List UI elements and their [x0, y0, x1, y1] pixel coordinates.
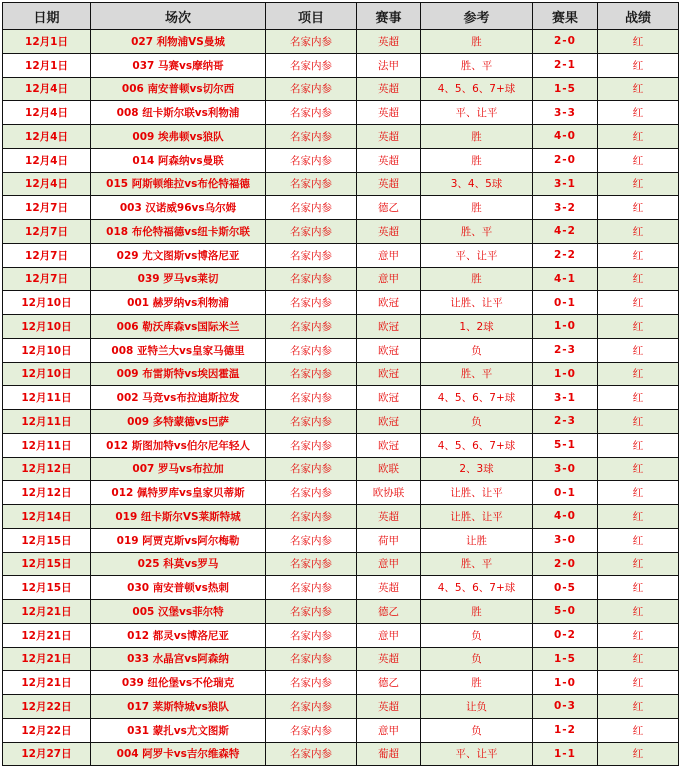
record-cell: 红 [598, 528, 679, 552]
project-cell: 名家内参 [266, 600, 357, 624]
date-cell: 12月15日 [3, 552, 91, 576]
record-cell: 红 [598, 671, 679, 695]
date-cell: 12月7日 [3, 220, 91, 244]
match-cell: 039 纽伦堡vs不伦瑞克 [91, 671, 266, 695]
project-cell: 名家内参 [266, 528, 357, 552]
league-cell: 法甲 [357, 53, 421, 77]
match-cell: 014 阿森纳vs曼联 [91, 148, 266, 172]
league-cell: 欧冠 [357, 315, 421, 339]
date-cell: 12月4日 [3, 172, 91, 196]
table-row [3, 148, 679, 172]
reference-cell: 4、5、6、7+球 [421, 386, 533, 410]
record-cell: 红 [598, 718, 679, 742]
league-cell: 意甲 [357, 718, 421, 742]
table-row [3, 315, 679, 339]
league-cell: 英超 [357, 220, 421, 244]
table-row [3, 77, 679, 101]
project-cell: 名家内参 [266, 481, 357, 505]
reference-cell: 胜、平 [421, 552, 533, 576]
table-row [3, 338, 679, 362]
project-cell: 名家内参 [266, 623, 357, 647]
record-cell: 红 [598, 600, 679, 624]
reference-cell: 让胜、让平 [421, 291, 533, 315]
date-cell: 12月27日 [3, 742, 91, 766]
table-row [3, 505, 679, 529]
record-cell: 红 [598, 267, 679, 291]
match-cell: 009 埃弗顿vs狼队 [91, 125, 266, 149]
date-cell: 12月15日 [3, 576, 91, 600]
table-row [3, 220, 679, 244]
date-cell: 12月4日 [3, 101, 91, 125]
record-cell: 红 [598, 338, 679, 362]
date-cell: 12月11日 [3, 433, 91, 457]
date-cell: 12月7日 [3, 196, 91, 220]
league-cell: 意甲 [357, 267, 421, 291]
match-cell: 008 亚特兰大vs皇家马德里 [91, 338, 266, 362]
results-table [2, 2, 679, 766]
date-cell: 12月12日 [3, 457, 91, 481]
match-cell: 031 蒙扎vs尤文图斯 [91, 718, 266, 742]
record-cell: 红 [598, 433, 679, 457]
result-cell: 2-0 [533, 552, 598, 576]
league-cell: 德乙 [357, 600, 421, 624]
date-cell: 12月21日 [3, 623, 91, 647]
project-cell: 名家内参 [266, 53, 357, 77]
project-cell: 名家内参 [266, 433, 357, 457]
project-cell: 名家内参 [266, 718, 357, 742]
reference-cell: 平、让平 [421, 742, 533, 766]
record-cell: 红 [598, 457, 679, 481]
table-row [3, 457, 679, 481]
project-cell: 名家内参 [266, 338, 357, 362]
record-cell: 红 [598, 172, 679, 196]
reference-cell: 胜、平 [421, 220, 533, 244]
match-cell: 003 汉诺威96vs乌尔姆 [91, 196, 266, 220]
project-cell: 名家内参 [266, 742, 357, 766]
table-row [3, 125, 679, 149]
header-row [3, 3, 679, 30]
result-cell: 3-1 [533, 172, 598, 196]
match-cell: 005 汉堡vs菲尔特 [91, 600, 266, 624]
project-cell: 名家内参 [266, 647, 357, 671]
result-cell: 2-3 [533, 338, 598, 362]
table-row [3, 243, 679, 267]
date-cell: 12月1日 [3, 53, 91, 77]
league-cell: 荷甲 [357, 528, 421, 552]
result-cell: 0-1 [533, 291, 598, 315]
project-cell: 名家内参 [266, 220, 357, 244]
record-cell: 红 [598, 552, 679, 576]
reference-cell: 负 [421, 338, 533, 362]
project-cell: 名家内参 [266, 386, 357, 410]
date-cell: 12月22日 [3, 695, 91, 719]
record-cell: 红 [598, 576, 679, 600]
date-cell: 12月7日 [3, 267, 91, 291]
date-cell: 12月21日 [3, 671, 91, 695]
date-cell: 12月10日 [3, 291, 91, 315]
date-cell: 12月4日 [3, 148, 91, 172]
table-row [3, 410, 679, 434]
reference-cell: 胜、平 [421, 362, 533, 386]
match-cell: 033 水晶宫vs阿森纳 [91, 647, 266, 671]
reference-cell: 负 [421, 623, 533, 647]
league-cell: 英超 [357, 30, 421, 54]
reference-cell: 胜 [421, 148, 533, 172]
result-cell: 2-0 [533, 30, 598, 54]
match-cell: 017 莱斯特城vs狼队 [91, 695, 266, 719]
match-cell: 039 罗马vs莱切 [91, 267, 266, 291]
record-cell: 红 [598, 291, 679, 315]
header-reference: 参考 [421, 3, 533, 30]
result-cell: 2-3 [533, 410, 598, 434]
date-cell: 12月12日 [3, 481, 91, 505]
league-cell: 葡超 [357, 742, 421, 766]
project-cell: 名家内参 [266, 196, 357, 220]
league-cell: 欧冠 [357, 386, 421, 410]
result-cell: 0-3 [533, 695, 598, 719]
reference-cell: 3、4、5球 [421, 172, 533, 196]
result-cell: 3-1 [533, 386, 598, 410]
project-cell: 名家内参 [266, 172, 357, 196]
result-cell: 2-2 [533, 243, 598, 267]
reference-cell: 让胜 [421, 528, 533, 552]
result-cell: 5-0 [533, 600, 598, 624]
result-cell: 1-2 [533, 718, 598, 742]
result-cell: 2-1 [533, 53, 598, 77]
match-cell: 018 布伦特福德vs纽卡斯尔联 [91, 220, 266, 244]
date-cell: 12月10日 [3, 338, 91, 362]
table-row [3, 695, 679, 719]
project-cell: 名家内参 [266, 77, 357, 101]
table-row [3, 433, 679, 457]
project-cell: 名家内参 [266, 291, 357, 315]
league-cell: 英超 [357, 576, 421, 600]
reference-cell: 让胜、让平 [421, 481, 533, 505]
record-cell: 红 [598, 196, 679, 220]
table-row [3, 291, 679, 315]
table-row [3, 623, 679, 647]
match-cell: 009 多特蒙德vs巴萨 [91, 410, 266, 434]
match-cell: 019 纽卡斯尔VS莱斯特城 [91, 505, 266, 529]
record-cell: 红 [598, 362, 679, 386]
result-cell: 4-2 [533, 220, 598, 244]
result-cell: 4-1 [533, 267, 598, 291]
header-project: 项目 [266, 3, 357, 30]
table-row [3, 481, 679, 505]
match-cell: 025 科莫vs罗马 [91, 552, 266, 576]
reference-cell: 平、让平 [421, 243, 533, 267]
league-cell: 欧冠 [357, 362, 421, 386]
project-cell: 名家内参 [266, 457, 357, 481]
match-cell: 012 佩特罗库vs皇家贝蒂斯 [91, 481, 266, 505]
date-cell: 12月22日 [3, 718, 91, 742]
result-cell: 1-0 [533, 362, 598, 386]
reference-cell: 4、5、6、7+球 [421, 433, 533, 457]
header-result: 赛果 [533, 3, 598, 30]
table-row [3, 196, 679, 220]
reference-cell: 胜 [421, 125, 533, 149]
table-row [3, 267, 679, 291]
match-cell: 027 利物浦VS曼城 [91, 30, 266, 54]
record-cell: 红 [598, 125, 679, 149]
match-cell: 012 斯图加特vs伯尔尼年轻人 [91, 433, 266, 457]
record-cell: 红 [598, 695, 679, 719]
project-cell: 名家内参 [266, 671, 357, 695]
result-cell: 4-0 [533, 505, 598, 529]
result-cell: 3-3 [533, 101, 598, 125]
date-cell: 12月10日 [3, 362, 91, 386]
reference-cell: 1、2球 [421, 315, 533, 339]
result-cell: 1-5 [533, 647, 598, 671]
project-cell: 名家内参 [266, 410, 357, 434]
record-cell: 红 [598, 481, 679, 505]
reference-cell: 胜 [421, 267, 533, 291]
league-cell: 英超 [357, 148, 421, 172]
table-row [3, 718, 679, 742]
date-cell: 12月21日 [3, 647, 91, 671]
record-cell: 红 [598, 220, 679, 244]
record-cell: 红 [598, 148, 679, 172]
record-cell: 红 [598, 505, 679, 529]
result-cell: 0-5 [533, 576, 598, 600]
date-cell: 12月11日 [3, 410, 91, 434]
date-cell: 12月4日 [3, 125, 91, 149]
date-cell: 12月14日 [3, 505, 91, 529]
league-cell: 欧协联 [357, 481, 421, 505]
date-cell: 12月1日 [3, 30, 91, 54]
table-row [3, 172, 679, 196]
table-row [3, 386, 679, 410]
league-cell: 意甲 [357, 552, 421, 576]
date-cell: 12月7日 [3, 243, 91, 267]
table-row [3, 552, 679, 576]
result-cell: 0-2 [533, 623, 598, 647]
table-row [3, 742, 679, 766]
project-cell: 名家内参 [266, 30, 357, 54]
record-cell: 红 [598, 623, 679, 647]
reference-cell: 胜 [421, 196, 533, 220]
reference-cell: 让负 [421, 695, 533, 719]
result-cell: 1-5 [533, 77, 598, 101]
reference-cell: 负 [421, 718, 533, 742]
league-cell: 欧冠 [357, 291, 421, 315]
table-row [3, 101, 679, 125]
project-cell: 名家内参 [266, 148, 357, 172]
reference-cell: 平、让平 [421, 101, 533, 125]
date-cell: 12月10日 [3, 315, 91, 339]
league-cell: 英超 [357, 77, 421, 101]
result-cell: 3-0 [533, 528, 598, 552]
league-cell: 德乙 [357, 196, 421, 220]
league-cell: 欧冠 [357, 433, 421, 457]
table-row [3, 647, 679, 671]
match-cell: 007 罗马vs布拉加 [91, 457, 266, 481]
result-cell: 1-1 [533, 742, 598, 766]
date-cell: 12月11日 [3, 386, 91, 410]
league-cell: 英超 [357, 695, 421, 719]
result-cell: 3-2 [533, 196, 598, 220]
reference-cell: 胜 [421, 671, 533, 695]
reference-cell: 胜 [421, 30, 533, 54]
project-cell: 名家内参 [266, 576, 357, 600]
project-cell: 名家内参 [266, 101, 357, 125]
project-cell: 名家内参 [266, 552, 357, 576]
match-cell: 009 布雷斯特vs埃因霍温 [91, 362, 266, 386]
header-record: 战绩 [598, 3, 679, 30]
league-cell: 欧联 [357, 457, 421, 481]
result-cell: 3-0 [533, 457, 598, 481]
reference-cell: 负 [421, 410, 533, 434]
match-cell: 006 勒沃库森vs国际米兰 [91, 315, 266, 339]
table-row [3, 600, 679, 624]
project-cell: 名家内参 [266, 505, 357, 529]
match-cell: 019 阿贾克斯vs阿尔梅勒 [91, 528, 266, 552]
league-cell: 欧冠 [357, 410, 421, 434]
project-cell: 名家内参 [266, 362, 357, 386]
result-cell: 1-0 [533, 315, 598, 339]
reference-cell: 胜 [421, 600, 533, 624]
league-cell: 英超 [357, 101, 421, 125]
project-cell: 名家内参 [266, 267, 357, 291]
record-cell: 红 [598, 647, 679, 671]
table-row [3, 576, 679, 600]
result-cell: 4-0 [533, 125, 598, 149]
project-cell: 名家内参 [266, 315, 357, 339]
date-cell: 12月4日 [3, 77, 91, 101]
reference-cell: 4、5、6、7+球 [421, 576, 533, 600]
project-cell: 名家内参 [266, 243, 357, 267]
record-cell: 红 [598, 77, 679, 101]
date-cell: 12月21日 [3, 600, 91, 624]
match-cell: 001 赫罗纳vs利物浦 [91, 291, 266, 315]
record-cell: 红 [598, 386, 679, 410]
table-row [3, 30, 679, 54]
match-cell: 012 都灵vs博洛尼亚 [91, 623, 266, 647]
record-cell: 红 [598, 742, 679, 766]
table-row [3, 671, 679, 695]
project-cell: 名家内参 [266, 695, 357, 719]
match-cell: 004 阿罗卡vs吉尔维森特 [91, 742, 266, 766]
result-cell: 0-1 [533, 481, 598, 505]
match-cell: 015 阿斯顿维拉vs布伦特福德 [91, 172, 266, 196]
record-cell: 红 [598, 53, 679, 77]
league-cell: 意甲 [357, 243, 421, 267]
record-cell: 红 [598, 315, 679, 339]
table-row [3, 362, 679, 386]
header-date: 日期 [3, 3, 91, 30]
record-cell: 红 [598, 410, 679, 434]
result-cell: 5-1 [533, 433, 598, 457]
match-cell: 029 尤文图斯vs博洛尼亚 [91, 243, 266, 267]
result-cell: 1-0 [533, 671, 598, 695]
table-row [3, 528, 679, 552]
reference-cell: 让胜、让平 [421, 505, 533, 529]
league-cell: 意甲 [357, 623, 421, 647]
record-cell: 红 [598, 243, 679, 267]
header-league: 赛事 [357, 3, 421, 30]
record-cell: 红 [598, 30, 679, 54]
match-cell: 030 南安普顿vs热刺 [91, 576, 266, 600]
match-cell: 006 南安普顿vs切尔西 [91, 77, 266, 101]
reference-cell: 4、5、6、7+球 [421, 77, 533, 101]
reference-cell: 胜、平 [421, 53, 533, 77]
date-cell: 12月15日 [3, 528, 91, 552]
match-cell: 002 马竞vs布拉迪斯拉发 [91, 386, 266, 410]
match-cell: 037 马赛vs摩纳哥 [91, 53, 266, 77]
reference-cell: 负 [421, 647, 533, 671]
match-cell: 008 纽卡斯尔联vs利物浦 [91, 101, 266, 125]
result-cell: 2-0 [533, 148, 598, 172]
league-cell: 欧冠 [357, 338, 421, 362]
league-cell: 英超 [357, 505, 421, 529]
header-match: 场次 [91, 3, 266, 30]
record-cell: 红 [598, 101, 679, 125]
league-cell: 英超 [357, 125, 421, 149]
league-cell: 英超 [357, 172, 421, 196]
league-cell: 德乙 [357, 671, 421, 695]
project-cell: 名家内参 [266, 125, 357, 149]
league-cell: 英超 [357, 647, 421, 671]
reference-cell: 2、3球 [421, 457, 533, 481]
table-row [3, 53, 679, 77]
table-body [3, 30, 679, 766]
